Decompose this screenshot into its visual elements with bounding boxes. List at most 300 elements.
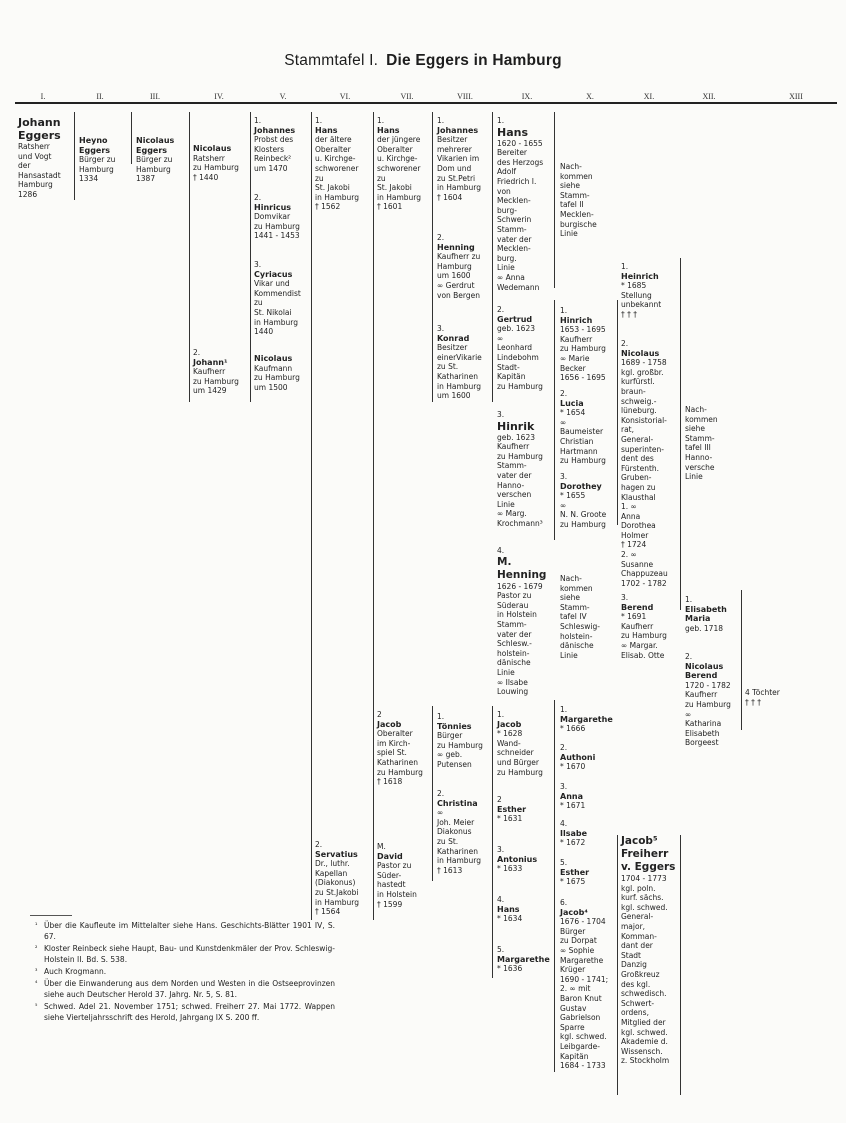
person-number: 3.	[560, 472, 568, 481]
person-number: 1.	[315, 116, 323, 125]
person-detail-line: Susanne	[621, 559, 654, 569]
person-detail-line: Elisabeth	[685, 728, 720, 738]
person-detail-line: kommen	[685, 414, 718, 424]
person-c5b	[254, 193, 300, 241]
person-detail-line: 1720 - 1782	[685, 680, 731, 690]
generation-header-3: III.	[150, 92, 160, 101]
connector-line	[189, 112, 190, 402]
person-detail-line: Bürger zu	[79, 155, 116, 165]
person-detail-line: zu Hamburg	[497, 381, 543, 391]
person-name: Nicolaus	[193, 144, 232, 153]
person-detail-line: Ratsherr	[193, 153, 225, 163]
person-c4a	[193, 144, 239, 182]
person-detail-line: ∞	[497, 333, 504, 343]
title-prefix: Stammtafel I.	[284, 52, 379, 69]
person-detail-line: Fürstenth.	[621, 463, 660, 473]
person-detail-line: zu St.	[437, 836, 459, 846]
person-number: 2.	[621, 339, 629, 348]
person-detail-line: kurfürstl.	[621, 377, 655, 387]
connector-line	[680, 258, 681, 610]
person-detail-line: 1620 - 1655	[497, 138, 543, 148]
person-detail-line: burg.	[497, 253, 517, 263]
person-number: 2.	[497, 305, 505, 314]
generation-header-2: II.	[96, 92, 104, 101]
footnote-number: ⁵	[35, 1003, 38, 1010]
person-detail-line: † † †	[745, 697, 762, 707]
footnote-number: ²	[35, 945, 38, 952]
person-name: Hans	[377, 125, 400, 135]
person-detail-line: † 1613	[437, 865, 463, 875]
person-detail-line: schwedisch.	[621, 989, 667, 999]
footnote-text: Auch Krogmann.	[44, 967, 107, 976]
person-detail-line: in Hamburg	[437, 381, 481, 391]
person-detail-line: Kaufherr	[497, 442, 530, 452]
person-detail-line: † 1440	[193, 172, 219, 182]
person-number: 2.	[560, 389, 568, 398]
person-detail-line: zu Hamburg	[254, 373, 300, 383]
person-c10a	[560, 162, 597, 239]
person-detail-line: dant der	[621, 941, 653, 951]
person-c9f	[497, 795, 526, 824]
person-detail-line: dänische	[560, 641, 594, 651]
person-detail-line: Gabrielson	[560, 1013, 601, 1023]
person-name: Jacob⁵	[621, 835, 658, 847]
person-detail-line: Bereiter	[497, 148, 528, 158]
connector-line	[680, 835, 681, 1095]
person-detail-line: Borgeest	[685, 738, 719, 748]
person-detail-line: kurf. sächs.	[621, 893, 664, 903]
connector-line	[554, 700, 555, 1072]
person-number: 1.	[254, 116, 262, 125]
person-name: Elisabeth	[685, 604, 727, 614]
person-detail-line: burg-	[497, 205, 517, 215]
person-detail-line: kgl. großbr.	[621, 367, 664, 377]
page-title	[0, 52, 846, 70]
person-name: Hans	[497, 904, 520, 914]
footnote	[35, 920, 335, 942]
footnote-text: Kloster Reinbeck siehe Haupt, Bau- und Kunstdenkmäler der Prov. Schleswig-Holstein II. Bd. S. 538.	[44, 944, 335, 964]
person-detail-line: 1. ∞	[621, 502, 637, 512]
person-detail-line: Linie	[560, 229, 578, 239]
generation-header-4: IV.	[214, 92, 224, 101]
person-detail-line: Konsistorial-	[621, 415, 667, 425]
person-detail-line: im Kirch-	[377, 738, 411, 748]
person-name: Anna	[560, 791, 583, 801]
person-detail-line: Bürger	[437, 731, 463, 741]
person-detail-line: vater der	[497, 234, 532, 244]
generation-header-5: V.	[279, 92, 287, 101]
person-detail-line: Hamburg	[18, 180, 53, 190]
person-detail-line: * 1633	[497, 864, 523, 874]
person-detail-line: kgl. poln.	[621, 883, 656, 893]
person-detail-line: Domvikar	[254, 212, 291, 222]
generation-header-6: VI.	[339, 92, 351, 101]
person-detail-line: † 1724	[621, 540, 647, 550]
person-detail-line: Linie	[560, 650, 578, 660]
person-detail-line: 1684 - 1733	[560, 1061, 606, 1071]
person-detail-line: 4 Töchter	[745, 688, 780, 697]
person-c9d	[497, 546, 546, 697]
footnote	[35, 966, 335, 977]
person-number: 3.	[254, 260, 262, 269]
person-c10h	[560, 782, 585, 811]
person-c12a	[685, 405, 718, 482]
person-detail-line: vater der	[497, 470, 532, 480]
person-number: 3.	[560, 782, 568, 791]
person-detail-line: Wissensch.	[621, 1046, 663, 1056]
person-name: Johann Eggers	[18, 116, 61, 142]
person-detail-line: Krochmann³	[497, 518, 543, 528]
person-detail-line: Gustav	[560, 1003, 587, 1013]
person-detail-line: Leonhard	[497, 343, 533, 353]
person-number: 1.	[437, 712, 445, 721]
person-c7c	[377, 842, 417, 909]
person-detail-line: Holmer	[621, 530, 649, 540]
person-detail-line: 2. ∞ mit	[560, 984, 591, 994]
person-detail-line: St. Jakobi	[315, 183, 350, 193]
person-detail-line: Nach-	[560, 162, 582, 171]
person-detail-line: ∞ Sophie	[560, 945, 595, 955]
person-detail-line: Katharinen	[437, 371, 478, 381]
person-name: M.	[497, 555, 512, 568]
person-detail-line: Sparre	[560, 1022, 585, 1032]
person-detail-line: ∞ Gerdrut	[437, 280, 475, 290]
person-c7a	[377, 116, 421, 212]
person-c10c	[560, 389, 606, 466]
person-detail-line: Leibgarde-	[560, 1041, 600, 1051]
person-detail-line: Stellung	[621, 290, 652, 300]
person-detail-line: Ratsherr	[18, 142, 50, 151]
connector-line	[741, 590, 742, 730]
person-detail-line: zu Hamburg	[621, 631, 667, 641]
generation-header-9: IX.	[521, 92, 533, 101]
person-detail-line: des kgl.	[621, 979, 651, 989]
person-detail-line: * 1675	[560, 877, 586, 887]
person-detail-line: kgl. schwed.	[621, 902, 668, 912]
person-detail-line: Gruben-	[621, 473, 652, 483]
person-detail-line: Joh. Meier	[437, 817, 475, 827]
person-detail-line: Wand-	[497, 738, 521, 748]
person-detail-line: zu Hamburg	[193, 163, 239, 173]
person-c6b	[315, 840, 359, 917]
person-detail-line: schneider	[497, 748, 534, 758]
person-detail-line: dent des	[621, 454, 654, 464]
person-detail-line: Kaufherr	[193, 367, 226, 377]
person-c8c	[437, 324, 482, 401]
footnote-text: Über die Einwanderung aus dem Norden und Westen in die Ostseeprovinzen siehe auch Deutscher Herold 37. Jahrg. Nr. 5, S. 81.	[44, 979, 335, 999]
person-number: 3.	[497, 845, 505, 854]
person-detail-line: burgische	[560, 219, 597, 229]
person-detail-line: von	[497, 186, 511, 196]
person-detail-line: Dom und	[437, 163, 472, 173]
person-detail-line: † 1599	[377, 899, 403, 909]
person-detail-line: Hanno-	[497, 480, 525, 490]
person-detail-line: Nach-	[685, 405, 707, 414]
person-detail-line: Katharinen	[377, 757, 418, 767]
person-name: Nicolaus	[621, 348, 660, 358]
person-name-line-3: v. Eggers	[621, 861, 676, 873]
person-detail-line: * 1636	[497, 964, 523, 974]
person-number: 5.	[560, 858, 568, 867]
person-detail-line: Stamm-	[497, 461, 527, 471]
person-detail-line: mehrerer	[437, 144, 472, 154]
person-detail-line: um 1500	[254, 382, 288, 392]
person-c9i	[497, 945, 550, 974]
person-number: 2	[497, 795, 502, 804]
person-number: 1.	[377, 116, 385, 125]
person-detail-line: Linie	[497, 667, 515, 677]
person-detail-line: geb. 1623	[497, 324, 535, 334]
generation-header-13: XIII	[789, 92, 803, 101]
person-detail-line: Vikar und	[254, 279, 290, 289]
person-c8d	[437, 712, 483, 770]
person-detail-line: Katharina	[685, 719, 722, 729]
person-detail-line: * 1671	[560, 801, 586, 811]
person-number: 2.	[685, 652, 693, 661]
person-c9h	[497, 895, 522, 924]
person-detail-line: Schlesw.-	[497, 639, 532, 649]
person-detail-line: 1286	[18, 189, 38, 199]
footnote	[35, 943, 335, 965]
person-c10d	[560, 472, 606, 530]
person-number: 1.	[497, 116, 505, 125]
person-detail-line: Baumeister	[560, 427, 604, 437]
person-detail-line: u. Kirchge-	[315, 154, 356, 164]
person-name: David	[377, 851, 403, 861]
person-name: Hinrich	[560, 315, 593, 325]
person-detail-line: ∞ Ilsabe	[497, 677, 528, 687]
person-detail-line: geb. 1718	[685, 623, 723, 633]
person-detail-line: Komman-	[621, 931, 657, 941]
person-c2	[79, 136, 125, 184]
person-detail-line: General-	[621, 434, 654, 444]
person-detail-line: zu Hamburg	[560, 344, 606, 354]
person-c10j	[560, 858, 589, 887]
connector-line	[554, 300, 555, 540]
connector-line	[492, 706, 493, 978]
person-detail-line: Kaufmann	[254, 363, 293, 373]
person-detail-line: 1702 - 1782	[621, 578, 667, 588]
person-detail-line: General-	[621, 912, 654, 922]
person-detail-line: des Herzogs	[497, 157, 544, 167]
person-number: 1.	[685, 595, 693, 604]
person-detail-line: Hartmann	[560, 446, 598, 456]
person-detail-line: Stadt	[621, 950, 641, 960]
person-name: Esther	[497, 804, 527, 814]
person-name-line-2: Freiherr	[621, 848, 669, 860]
person-detail-line: Stamm-	[497, 619, 527, 629]
person-detail-line: Hamburg	[437, 261, 472, 271]
person-detail-line: ∞ Anna	[497, 272, 525, 282]
person-detail-line: Anna	[621, 511, 641, 521]
person-detail-line: in Holstein	[497, 610, 537, 620]
person-number: 1.	[621, 262, 629, 271]
person-detail-line: Vikarien im	[437, 154, 480, 164]
footnote-number: ⁴	[35, 980, 38, 987]
person-detail-line: Linie	[497, 263, 515, 273]
person-detail-line: tafel II	[560, 200, 584, 210]
person-detail-line: Süder-	[377, 870, 402, 880]
person-name: Nicolaus Eggers	[136, 136, 175, 155]
person-name-line-2: Henning	[497, 568, 547, 581]
person-detail-line: ordens,	[621, 1008, 649, 1018]
person-name: Margarethe	[560, 714, 613, 724]
person-name: Esther	[560, 867, 590, 877]
person-detail-line: unbekannt	[621, 300, 662, 310]
footnote	[35, 978, 335, 1000]
person-detail-line: Katharinen	[437, 846, 478, 856]
person-detail-line: zu Hamburg	[560, 456, 606, 466]
person-detail-line: zu Hamburg	[193, 376, 239, 386]
person-name: Tönnies	[437, 721, 472, 731]
person-detail-line: Kapitän	[560, 1051, 589, 1061]
person-detail-line: Kapitän	[497, 372, 526, 382]
person-detail-line: und Vogt	[18, 151, 52, 161]
person-name-line-2: Berend	[685, 671, 718, 681]
person-detail-line: Klosters	[254, 144, 285, 154]
person-detail-line: Kaufherr	[560, 334, 593, 344]
person-detail-line: Adolf	[497, 167, 517, 177]
person-detail-line: der ältere	[315, 135, 352, 145]
person-c10f	[560, 705, 613, 734]
person-detail-line: kommen	[560, 171, 593, 181]
person-number: 3.	[497, 410, 505, 419]
person-detail-line: 1690 - 1741;	[560, 974, 609, 984]
person-detail-line: Hamburg	[79, 164, 114, 174]
connector-line	[131, 112, 132, 164]
person-number: 4.	[497, 895, 505, 904]
person-detail-line: 1676 - 1704	[560, 917, 606, 927]
person-detail-line: Kaufherr zu	[437, 252, 481, 262]
person-detail-line: * 1631	[497, 814, 523, 824]
person-c10e	[560, 574, 600, 660]
person-c12b	[685, 595, 727, 633]
person-detail-line: Besitzer	[437, 343, 468, 353]
footnote-number: ³	[35, 968, 38, 975]
connector-line	[617, 835, 618, 1095]
person-detail-line: 1441 - 1453	[254, 231, 300, 241]
person-detail-line: * 1666	[560, 724, 586, 734]
person-number: 3.	[437, 324, 445, 333]
person-detail-line: Stamm-	[497, 224, 527, 234]
person-name: Hans	[315, 125, 338, 135]
person-detail-line: Oberalter	[315, 144, 351, 154]
person-detail-line: rat,	[621, 425, 635, 435]
person-detail-line: Dorothea	[621, 521, 656, 531]
person-detail-line: † 1562	[315, 202, 341, 212]
person-name: Johann¹	[193, 357, 228, 367]
person-detail-line: ∞	[560, 417, 567, 427]
person-detail-line: Großkreuz	[621, 969, 660, 979]
person-detail-line: braun-	[621, 386, 646, 396]
person-detail-line: tafel III	[685, 443, 711, 453]
person-number: 4.	[560, 819, 568, 828]
person-number: 3.	[621, 593, 629, 602]
person-detail-line: geb. 1623	[497, 432, 535, 442]
person-detail-line: Stamm-	[560, 602, 590, 612]
person-detail-line: siehe	[560, 181, 580, 191]
person-detail-line: und Bürger	[497, 757, 539, 767]
person-detail-line: 1440	[254, 327, 274, 337]
person-c1	[18, 116, 64, 200]
person-c11b	[621, 339, 668, 588]
person-detail-line: tafel IV	[560, 612, 587, 622]
person-detail-line: Oberalter	[377, 729, 413, 739]
person-detail-line: Mitglied der	[621, 1017, 666, 1027]
person-detail-line: 1656 - 1695	[560, 373, 606, 383]
person-detail-line: Chappuzeau	[621, 569, 668, 579]
generation-header-12: XII.	[702, 92, 716, 101]
person-detail-line: * 1628	[497, 729, 523, 739]
person-detail-line: Kapellan	[315, 868, 348, 878]
person-c9a	[497, 116, 543, 292]
person-c4b	[193, 348, 239, 396]
person-c13a	[745, 688, 780, 707]
person-detail-line: zu Hamburg	[560, 519, 606, 529]
footnote-rule	[30, 915, 72, 916]
person-detail-line: Mecklen-	[497, 196, 531, 206]
connector-line	[617, 300, 618, 525]
person-detail-line: * 1685	[621, 281, 647, 291]
footnote-text: Über die Kaufleute im Mittelalter siehe Hans. Geschichts-Blätter 1901 IV, S. 67.	[44, 921, 335, 941]
person-detail-line: Hansastadt	[18, 170, 61, 180]
person-name: Heyno Eggers	[79, 136, 111, 155]
person-c12c	[685, 652, 731, 748]
generation-header-10: X.	[586, 92, 594, 101]
person-detail-line: um 1600	[437, 391, 471, 401]
person-detail-line: Stadt-	[497, 362, 520, 372]
person-number: 2	[377, 710, 382, 719]
person-detail-line: 1704 - 1773	[621, 874, 667, 883]
person-detail-line: Pastor zu	[377, 861, 412, 871]
person-detail-line: Stamm-	[685, 433, 715, 443]
person-detail-line: von Bergen	[437, 290, 481, 300]
person-detail-line: u. Kirchge-	[377, 154, 418, 164]
person-detail-line: * 1654	[560, 408, 586, 418]
person-detail-line: * 1672	[560, 838, 586, 848]
person-number: M.	[377, 842, 386, 851]
person-detail-line: superinten-	[621, 444, 664, 454]
person-number: 1.	[560, 306, 568, 315]
person-detail-line: um 1470	[254, 163, 288, 173]
person-c10i	[560, 819, 587, 848]
person-name: Nicolaus	[685, 661, 724, 671]
person-detail-line: Kaufherr	[685, 690, 718, 700]
person-c8b	[437, 233, 480, 300]
person-detail-line: z. Stockholm	[621, 1056, 670, 1066]
person-name: Nicolaus	[254, 354, 293, 363]
person-c7b	[377, 710, 423, 787]
person-detail-line: um 1429	[193, 386, 227, 396]
person-name: Gertrud	[497, 314, 533, 324]
person-c9g	[497, 845, 537, 874]
generation-header-1: I.	[40, 92, 46, 101]
person-detail-line: hastedt	[377, 880, 406, 890]
person-detail-line: † 1604	[437, 192, 463, 202]
person-detail-line: Schwerin	[497, 215, 532, 225]
person-name: Berend	[621, 602, 654, 612]
person-detail-line: einerVikarie	[437, 352, 482, 362]
person-detail-line: N. N. Groote	[560, 510, 607, 520]
person-number: 1.	[437, 116, 445, 125]
person-detail-line: ∞ Marg.	[497, 509, 527, 519]
person-detail-line: Mecklen-	[497, 244, 531, 254]
person-detail-line: Linie	[497, 499, 515, 509]
connector-line	[250, 112, 251, 402]
person-detail-line: St. Jakobi	[377, 183, 412, 193]
connector-line	[373, 112, 374, 920]
person-detail-line: 1334	[79, 174, 99, 184]
